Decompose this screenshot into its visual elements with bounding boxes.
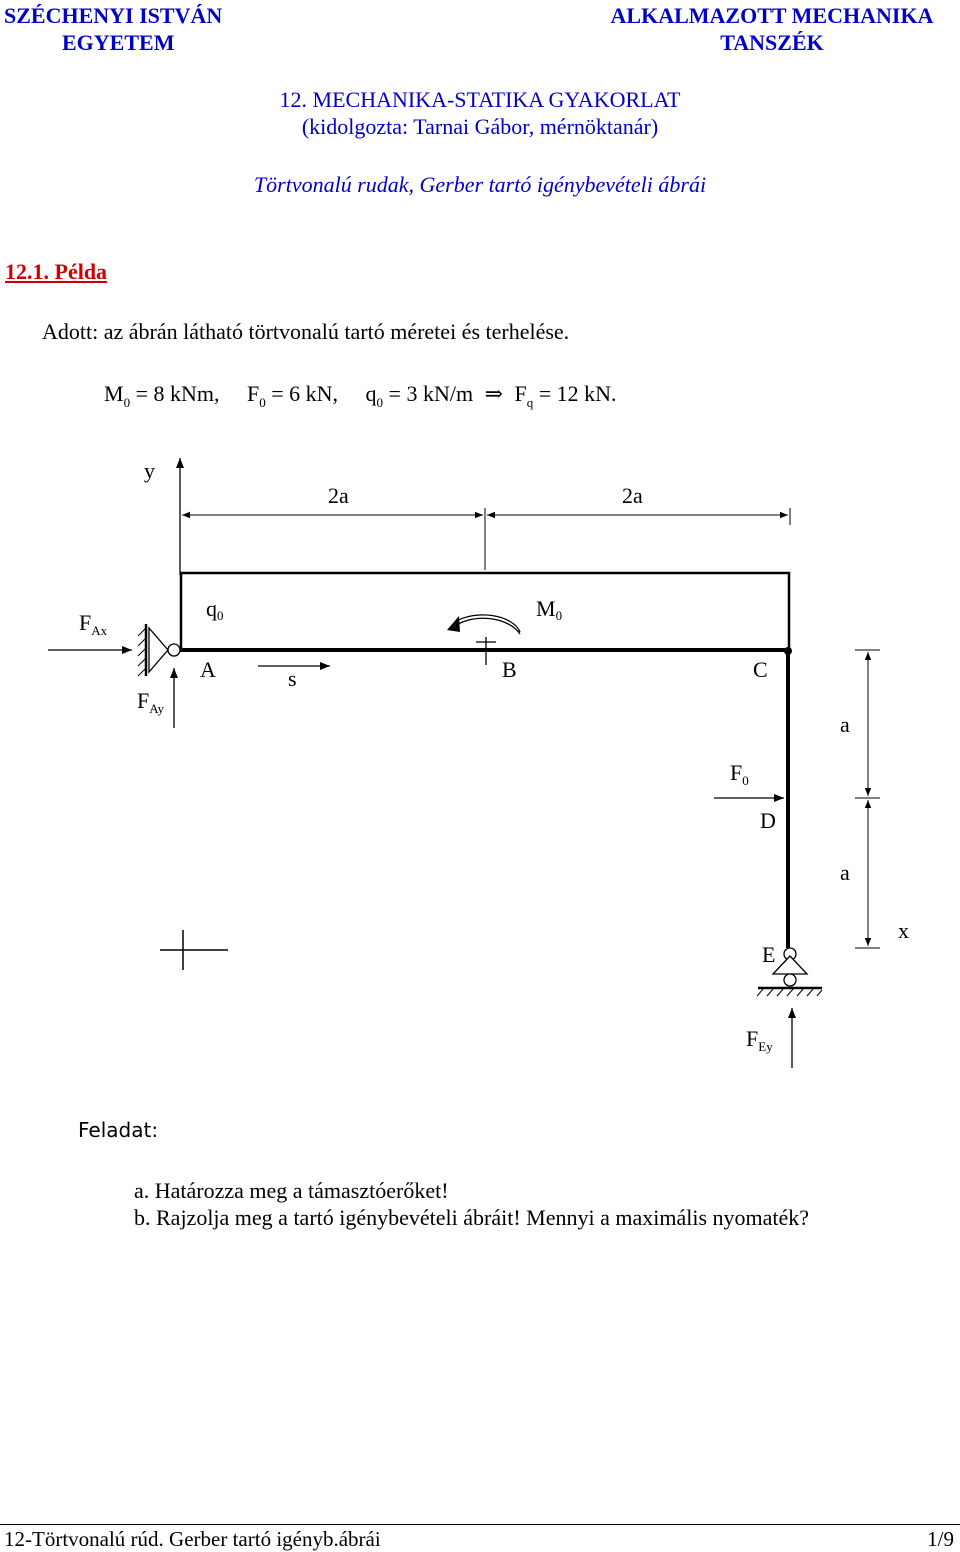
moment-symbol: M bbox=[104, 381, 124, 406]
implies-arrow: ⇒ bbox=[484, 381, 503, 406]
point-E-label: E bbox=[762, 942, 776, 967]
load-subscript: 0 bbox=[376, 395, 384, 410]
page-title: 12. MECHANIKA-STATIKA GYAKORLAT bbox=[279, 87, 681, 112]
header-left bbox=[4, 2, 222, 56]
FAy-label: $F_{Ay}$ bbox=[137, 688, 164, 716]
task-label: Feladat: bbox=[78, 1118, 159, 1142]
FEy-label: $F_{Ey}$ bbox=[746, 1026, 773, 1054]
point-B-label: B bbox=[502, 657, 517, 682]
author-line: (kidolgozta: Tarnai Gábor, mérnöktanár) bbox=[301, 114, 659, 139]
q0-label: q0 bbox=[206, 596, 224, 623]
task-item-b: b. Rajzolja meg a tartó igénybevételi ábráit! Mennyi a maximális nyomaték? bbox=[134, 1205, 810, 1230]
resultant-value: = 12 kN. bbox=[538, 381, 617, 406]
title-block bbox=[0, 86, 960, 140]
FAx-label: $F_{Ax}$ bbox=[79, 610, 108, 638]
footer-left: 12-Törtvonalú rúd. Gerber tartó igényb.ábrái bbox=[4, 1527, 381, 1551]
force-subscript: 0 bbox=[259, 395, 266, 410]
given-text: Adott: az ábrán látható törtvonalú tartó méretei és terhelése. bbox=[42, 319, 570, 344]
beam-diagram bbox=[0, 440, 960, 1080]
load-symbol: q bbox=[365, 381, 377, 406]
load-value: = 3 kN/m bbox=[388, 381, 474, 406]
example-heading: 12.1. Példa bbox=[5, 259, 108, 284]
dim-label-a-upper: a bbox=[840, 712, 850, 737]
department-name-line1: ALKALMAZOTT MECHANIKA bbox=[610, 3, 934, 28]
origin-cross-icon bbox=[160, 930, 228, 970]
university-name-line2: EGYETEM bbox=[62, 30, 175, 55]
moment-subscript: 0 bbox=[123, 395, 131, 410]
header-right bbox=[592, 2, 952, 56]
m0-label: M0 bbox=[536, 596, 563, 623]
x-axis-label: x bbox=[898, 918, 909, 943]
joint-C bbox=[784, 647, 792, 655]
distributed-load-q0 bbox=[181, 573, 789, 650]
dim-label-right: 2a bbox=[622, 483, 643, 508]
point-D-label: D bbox=[760, 808, 776, 833]
force-value: = 6 kN, bbox=[271, 381, 339, 406]
dim-label-left: 2a bbox=[328, 483, 349, 508]
moment-value: = 8 kNm, bbox=[135, 381, 220, 406]
force-symbol: F bbox=[246, 381, 260, 406]
page-subtitle: Törtvonalú rudak, Gerber tartó igénybevételi ábrái bbox=[253, 172, 707, 197]
task-item-a: a. Határozza meg a támasztóerőket! bbox=[134, 1178, 449, 1203]
department-name-line2: TANSZÉK bbox=[720, 30, 824, 55]
point-A-label: A bbox=[200, 657, 216, 682]
y-axis-label: y bbox=[144, 458, 155, 483]
university-name-line1: SZÉCHENYI ISTVÁN bbox=[4, 3, 223, 28]
dim-label-a-lower: a bbox=[840, 860, 850, 885]
given-values bbox=[104, 381, 617, 410]
s-label: s bbox=[288, 666, 297, 691]
F0-label: $F_0$ bbox=[730, 760, 749, 788]
point-C-label: C bbox=[753, 657, 768, 682]
resultant-symbol: F bbox=[514, 381, 527, 406]
page-number: 1/9 bbox=[927, 1527, 954, 1551]
footer-rule bbox=[0, 1524, 960, 1525]
resultant-subscript: q bbox=[526, 395, 534, 410]
